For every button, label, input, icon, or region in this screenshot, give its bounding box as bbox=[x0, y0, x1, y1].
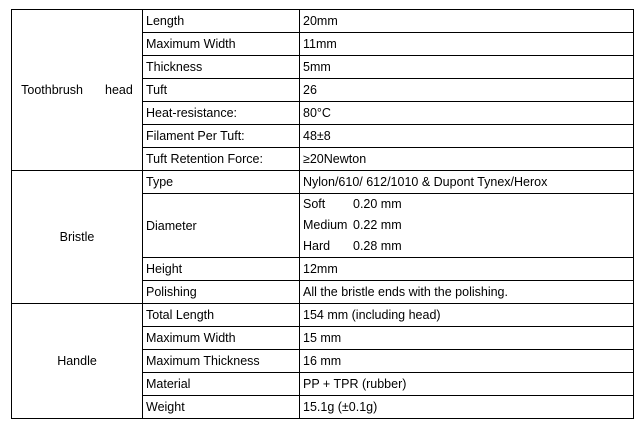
row-label: Weight bbox=[143, 396, 300, 419]
group-label-bristle: Bristle bbox=[12, 171, 143, 304]
row-label: Length bbox=[143, 10, 300, 33]
row-value: 15.1g (±0.1g) bbox=[300, 396, 634, 419]
row-value: 20mm bbox=[300, 10, 634, 33]
row-label: Type bbox=[143, 171, 300, 194]
row-label: Tuft Retention Force: bbox=[143, 148, 300, 171]
row-label: Maximum Width bbox=[143, 33, 300, 56]
row-value: 154 mm (including head) bbox=[300, 304, 634, 327]
row-value: ≥20Newton bbox=[300, 148, 634, 171]
row-value: 48±8 bbox=[300, 125, 634, 148]
row-value: 12mm bbox=[300, 258, 634, 281]
row-value: 15 mm bbox=[300, 327, 634, 350]
group-label-toothbrush-head: Toothbrush head bbox=[12, 10, 143, 171]
row-label: Height bbox=[143, 258, 300, 281]
row-label: Material bbox=[143, 373, 300, 396]
diameter-option: Medium 0.22 mm bbox=[303, 218, 402, 232]
group-label-handle: Handle bbox=[12, 304, 143, 419]
row-label: Total Length bbox=[143, 304, 300, 327]
row-label: Maximum Width bbox=[143, 327, 300, 350]
row-value: 26 bbox=[300, 79, 634, 102]
row-label: Polishing bbox=[143, 281, 300, 304]
row-label: Diameter bbox=[143, 194, 300, 258]
table-row bbox=[12, 171, 634, 194]
row-value: Nylon/610/ 612/1010 & Dupont Tynex/Herox bbox=[300, 171, 634, 194]
row-label: Tuft bbox=[143, 79, 300, 102]
row-value: All the bristle ends with the polishing. bbox=[300, 281, 634, 304]
row-label: Heat-resistance: bbox=[143, 102, 300, 125]
table-row bbox=[12, 10, 634, 33]
row-value: PP + TPR (rubber) bbox=[300, 373, 634, 396]
row-label: Filament Per Tuft: bbox=[143, 125, 300, 148]
row-label: Thickness bbox=[143, 56, 300, 79]
row-value: 80°C bbox=[300, 102, 634, 125]
diameter-option: Soft 0.20 mm bbox=[303, 197, 402, 211]
spec-table bbox=[11, 9, 634, 419]
row-value: 11mm bbox=[300, 33, 634, 56]
row-value: 16 mm bbox=[300, 350, 634, 373]
row-value: 5mm bbox=[300, 56, 634, 79]
row-label: Maximum Thickness bbox=[143, 350, 300, 373]
table-row bbox=[12, 304, 634, 327]
diameter-option: Hard 0.28 mm bbox=[303, 239, 402, 253]
row-value-diameter bbox=[300, 194, 634, 258]
